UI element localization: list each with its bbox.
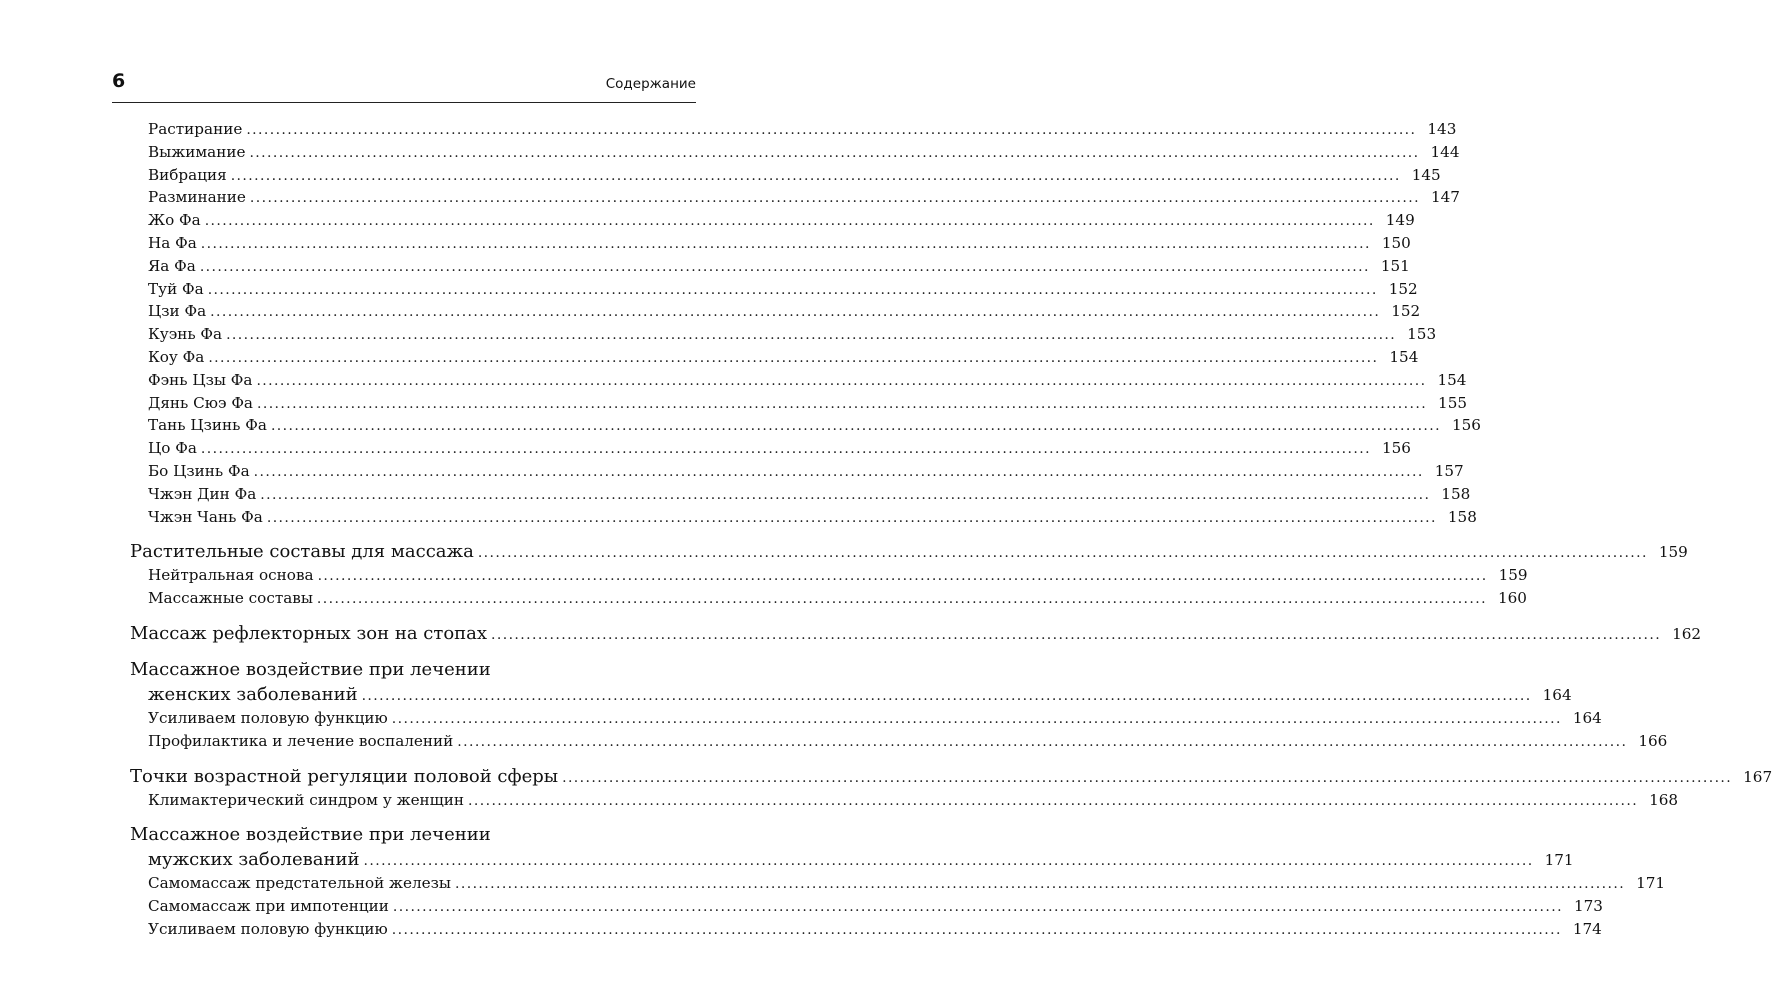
toc-entry-page: 147 (1430, 188, 1460, 207)
toc-entry-label: Вибрация (148, 165, 227, 184)
toc-entry-page: 154 (1389, 347, 1419, 366)
toc-entry-label: Климактерический синдром у женщин (148, 790, 465, 809)
dot-leader: ........................................................................................................................................................................................................ (200, 235, 1371, 252)
toc-entry[interactable] (130, 120, 1457, 143)
dot-leader: ........................................................................................................................................................................................................ (226, 327, 1397, 344)
toc-entry[interactable] (130, 165, 1441, 189)
toc-entry[interactable] (130, 790, 1679, 814)
toc-entry[interactable] (130, 347, 1419, 371)
toc-entry-page: 150 (1381, 233, 1411, 252)
toc-entry-label: Коу Фа (148, 347, 205, 366)
toc-entry-page: 154 (1437, 370, 1467, 389)
toc-entry[interactable] (130, 874, 1666, 897)
toc-entry-page: 152 (1391, 302, 1421, 321)
toc-chapter-page: 171 (1544, 851, 1574, 870)
toc-section-male (130, 824, 1666, 942)
toc-entry-label: Выжимание (148, 142, 246, 161)
toc-entry-label: Фэнь Цзы Фа (148, 370, 253, 389)
dot-leader: ........................................................................................................................................................................................................ (363, 853, 1534, 870)
toc-entry[interactable] (130, 566, 1528, 589)
toc-entry[interactable] (130, 589, 1527, 612)
toc-entry-page: 152 (1388, 279, 1418, 298)
dot-leader: ........................................................................................................................................................................................................ (317, 568, 1488, 585)
toc-entry-page: 153 (1407, 325, 1437, 344)
toc-entry[interactable] (130, 461, 1464, 485)
toc-entry-page: 173 (1573, 897, 1603, 916)
toc-entry[interactable] (130, 279, 1418, 303)
toc-entry-page: 145 (1411, 165, 1441, 184)
toc-entry-page: 171 (1636, 874, 1666, 893)
toc-entry[interactable] (130, 370, 1467, 394)
dot-leader: ........................................................................................................................................................................................................ (260, 486, 1431, 503)
page-header (112, 70, 696, 103)
toc-entry[interactable] (130, 708, 1602, 732)
dot-leader: ........................................................................................................................................................................................................ (246, 122, 1417, 138)
toc-entry-label: Усиливаем половую функцию (148, 708, 388, 727)
toc-entry-page: 168 (1649, 790, 1679, 809)
toc-entry-label: Разминание (148, 188, 246, 207)
page-number: 6 (112, 70, 126, 92)
toc-entry-label: Чжэн Чань Фа (148, 507, 263, 526)
toc-entry[interactable] (130, 897, 1603, 920)
toc-entry[interactable] (130, 302, 1421, 325)
dot-leader: ........................................................................................................................................................................................................ (391, 710, 1562, 727)
toc-chapter-title: Массаж рефлекторных зон на стопах (130, 622, 488, 644)
toc-entry-label: Нейтральная основа (148, 566, 314, 585)
toc-entry[interactable] (130, 256, 1410, 280)
dot-leader: ........................................................................................................................................................................................................ (455, 876, 1626, 893)
dot-leader: ........................................................................................................................................................................................................ (361, 687, 1532, 704)
running-title: Содержание (605, 76, 696, 92)
toc-entry-label: Растирание (148, 120, 243, 138)
toc-entry-page: 158 (1441, 484, 1471, 503)
dot-leader: ........................................................................................................................................................................................................ (249, 144, 1420, 161)
toc-entry[interactable] (130, 142, 1460, 166)
toc-chapter-title: Точки возрастной регуляции половой сферы (130, 765, 559, 787)
toc-section-herbal (130, 541, 1688, 612)
toc-chapter[interactable] (130, 683, 1572, 709)
toc-entry[interactable] (130, 393, 1468, 417)
dot-leader: ........................................................................................................................................................................................................ (562, 769, 1733, 786)
dot-leader: ........................................................................................................................................................................................................ (253, 463, 1424, 480)
toc-entry-label: На Фа (148, 233, 197, 252)
toc-entry-label: Жо Фа (148, 211, 201, 230)
toc-entry-label: Яа Фа (148, 256, 196, 275)
dot-leader: ........................................................................................................................................................................................................ (391, 921, 1562, 938)
dot-leader: ........................................................................................................................................................................................................ (316, 591, 1487, 608)
toc-entry-label: Цо Фа (148, 439, 197, 458)
toc-chapter-title: Растительные составы для массажа (130, 541, 474, 563)
toc-chapter-page: 162 (1672, 624, 1702, 643)
toc-chapter-title[interactable]: Массажное воздействие при лечении (130, 824, 491, 846)
dot-leader: ........................................................................................................................................................................................................ (200, 441, 1371, 458)
toc-entry[interactable] (130, 211, 1415, 234)
toc-entry[interactable] (130, 919, 1602, 943)
toc-entry[interactable] (130, 325, 1437, 348)
toc-entry-page: 166 (1638, 731, 1668, 750)
toc-entry-label: Профилактика и лечение воспалений (148, 731, 454, 750)
toc-entry[interactable] (130, 233, 1411, 257)
dot-leader: ........................................................................................................................................................................................................ (207, 281, 1378, 298)
toc-entry-label: Туй Фа (148, 279, 204, 298)
toc-entry-page: 157 (1434, 461, 1464, 480)
table-of-contents (130, 120, 1772, 943)
toc-entry-page: 158 (1447, 507, 1477, 526)
dot-leader: ........................................................................................................................................................................................................ (457, 733, 1628, 750)
dot-leader: ........................................................................................................................................................................................................ (204, 213, 1375, 230)
toc-chapter-title[interactable]: Массажное воздействие при лечении (130, 658, 491, 680)
toc-entry-page: 151 (1380, 256, 1410, 275)
dot-leader: ........................................................................................................................................................................................................ (199, 258, 1370, 275)
toc-chapter[interactable] (130, 849, 1574, 874)
toc-entry-label: Чжэн Дин Фа (148, 484, 257, 503)
dot-leader: ........................................................................................................................................................................................................ (392, 899, 1563, 916)
dot-leader: ........................................................................................................................................................................................................ (266, 509, 1437, 526)
dot-leader: ........................................................................................................................................................................................................ (491, 626, 1662, 643)
toc-entry-label: Самомассаж при импотенции (148, 897, 389, 916)
dot-leader: ........................................................................................................................................................................................................ (257, 395, 1428, 412)
toc-entry-label: Усиливаем половую функцию (148, 919, 388, 938)
toc-entry-label: Куэнь Фа (148, 325, 223, 344)
toc-section-age (130, 765, 1772, 814)
toc-entry-label: Бо Цзинь Фа (148, 461, 250, 480)
toc-chapter-page: 159 (1658, 543, 1688, 562)
dot-leader: ........................................................................................................................................................................................................ (270, 418, 1441, 435)
toc-chapter-page: 164 (1542, 685, 1572, 704)
toc-section-reflex (130, 622, 1702, 648)
toc-entry-page: 155 (1438, 393, 1468, 412)
toc-chapter-title-cont: женских заболеваний (148, 683, 358, 705)
toc-chapter[interactable] (130, 622, 1702, 648)
toc-entry-page: 156 (1451, 416, 1481, 435)
toc-entry-page: 156 (1381, 439, 1411, 458)
toc-entry-page: 143 (1427, 120, 1457, 138)
dot-leader: ........................................................................................................................................................................................................ (477, 545, 1648, 562)
toc-section-techniques (130, 120, 1481, 530)
toc-entry[interactable] (130, 188, 1460, 211)
dot-leader: ........................................................................................................................................................................................................ (210, 304, 1381, 321)
toc-entry[interactable] (130, 507, 1477, 531)
toc-chapter-page: 167 (1743, 767, 1772, 786)
toc-chapter-title-cont: мужских заболеваний (148, 849, 360, 871)
toc-entry-page: 160 (1497, 589, 1527, 608)
dot-leader: ........................................................................................................................................................................................................ (208, 349, 1379, 366)
toc-entry-label: Цзи Фа (148, 302, 207, 321)
toc-chapter[interactable] (130, 541, 1688, 566)
toc-entry[interactable] (130, 416, 1481, 439)
toc-entry[interactable] (130, 484, 1471, 508)
toc-entry[interactable] (130, 731, 1668, 755)
toc-entry-page: 164 (1572, 708, 1602, 727)
toc-entry-page: 144 (1430, 142, 1460, 161)
toc-entry[interactable] (130, 439, 1411, 462)
toc-entry-label: Дянь Сюэ Фа (148, 393, 253, 412)
dot-leader: ........................................................................................................................................................................................................ (230, 167, 1401, 184)
toc-entry-page: 149 (1385, 211, 1415, 230)
toc-section-female (130, 658, 1668, 755)
dot-leader: ........................................................................................................................................................................................................ (468, 792, 1639, 809)
dot-leader: ........................................................................................................................................................................................................ (249, 190, 1420, 207)
toc-entry-label: Массажные составы (148, 589, 313, 608)
toc-entry-label: Тань Цзинь Фа (148, 416, 267, 435)
dot-leader: ........................................................................................................................................................................................................ (256, 372, 1427, 389)
toc-entry-label: Самомассаж предстательной железы (148, 874, 452, 893)
toc-chapter[interactable] (130, 765, 1772, 791)
toc-entry-page: 159 (1498, 566, 1528, 585)
toc-entry-page: 174 (1572, 919, 1602, 938)
